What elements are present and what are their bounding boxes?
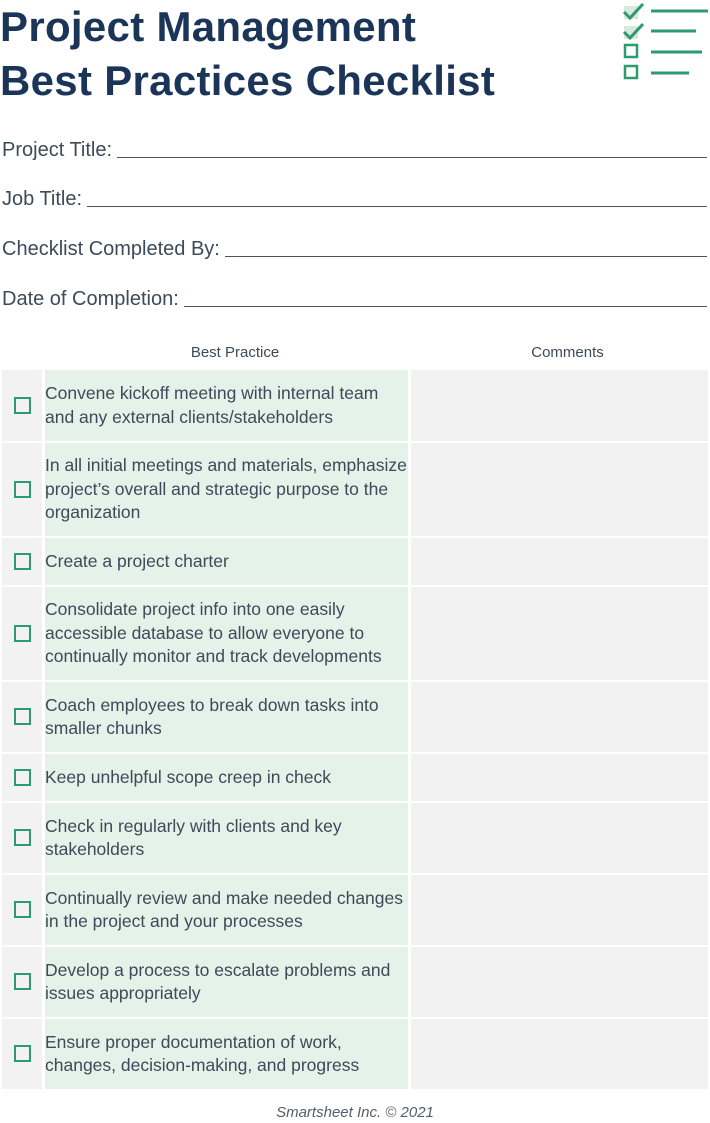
table-row [2, 874, 708, 946]
table-row [2, 537, 708, 586]
date-of-completion-input[interactable] [184, 284, 707, 307]
table-row [2, 802, 708, 874]
table-row [2, 753, 708, 802]
table-row [2, 586, 708, 681]
practice-text: Keep unhelpful scope creep in check [44, 753, 410, 802]
completed-by-label: Checklist Completed By: [2, 238, 220, 260]
footer-copyright: Smartsheet Inc. © 2021 [276, 1104, 434, 1121]
practice-text: Coach employees to break down tasks into smaller chunks [44, 681, 410, 753]
comment-cell[interactable] [410, 802, 709, 874]
page-title [0, 0, 495, 108]
comment-cell[interactable] [410, 946, 709, 1018]
comment-cell[interactable] [410, 753, 709, 802]
table-row [2, 370, 708, 442]
practice-text: In all initial meetings and materials, emphasize project’s overall and strategic purpose to the organization [44, 442, 410, 537]
checklist-logo-icon [620, 0, 710, 86]
practice-text: Convene kickoff meeting with internal team and any external clients/stakeholders [44, 370, 410, 442]
comment-cell[interactable] [410, 681, 709, 753]
checkbox[interactable] [14, 901, 31, 918]
checkbox[interactable] [14, 973, 31, 990]
job-title-input[interactable] [87, 184, 707, 207]
title-line-1: Project Management [0, 3, 417, 50]
practice-text: Develop a process to escalate problems and issues appropriately [44, 946, 410, 1018]
comment-cell[interactable] [410, 442, 709, 537]
project-title-input[interactable] [117, 135, 707, 158]
checkbox[interactable] [14, 1045, 31, 1062]
comments-column-header: Comments [531, 344, 604, 361]
project-title-field[interactable] [2, 132, 707, 162]
checkbox[interactable] [14, 481, 31, 498]
title-line-2: Best Practices Checklist [0, 57, 496, 104]
comment-cell[interactable] [410, 1018, 709, 1090]
practice-text: Ensure proper documentation of work, changes, decision-making, and progress [44, 1018, 410, 1090]
date-of-completion-label: Date of Completion: [2, 288, 179, 310]
comment-cell[interactable] [410, 537, 709, 586]
table-row [2, 946, 708, 1018]
practice-text: Check in regularly with clients and key stakeholders [44, 802, 410, 874]
checkbox[interactable] [14, 829, 31, 846]
comment-cell[interactable] [410, 370, 709, 442]
checkbox[interactable] [14, 397, 31, 414]
comment-cell[interactable] [410, 586, 709, 681]
comment-cell[interactable] [410, 874, 709, 946]
date-of-completion-field[interactable] [2, 281, 707, 311]
checkbox[interactable] [14, 708, 31, 725]
best-practice-column-header: Best Practice [190, 344, 280, 361]
practice-text: Continually review and make needed changes in the project and your processes [44, 874, 410, 946]
completed-by-field[interactable] [2, 231, 707, 261]
table-row [2, 1018, 708, 1090]
table-row [2, 681, 708, 753]
job-title-label: Job Title: [2, 188, 83, 210]
checkbox[interactable] [14, 769, 31, 786]
completed-by-input[interactable] [225, 234, 707, 257]
checkbox[interactable] [14, 625, 31, 642]
practice-text: Create a project charter [44, 537, 410, 586]
job-title-field[interactable] [2, 181, 707, 211]
checkbox[interactable] [14, 553, 31, 570]
project-title-label: Project Title: [2, 139, 113, 161]
checklist-table [2, 370, 708, 1091]
table-row [2, 442, 708, 537]
practice-text: Consolidate project info into one easily accessible database to allow everyone to continually monitor and track developments [44, 586, 410, 681]
